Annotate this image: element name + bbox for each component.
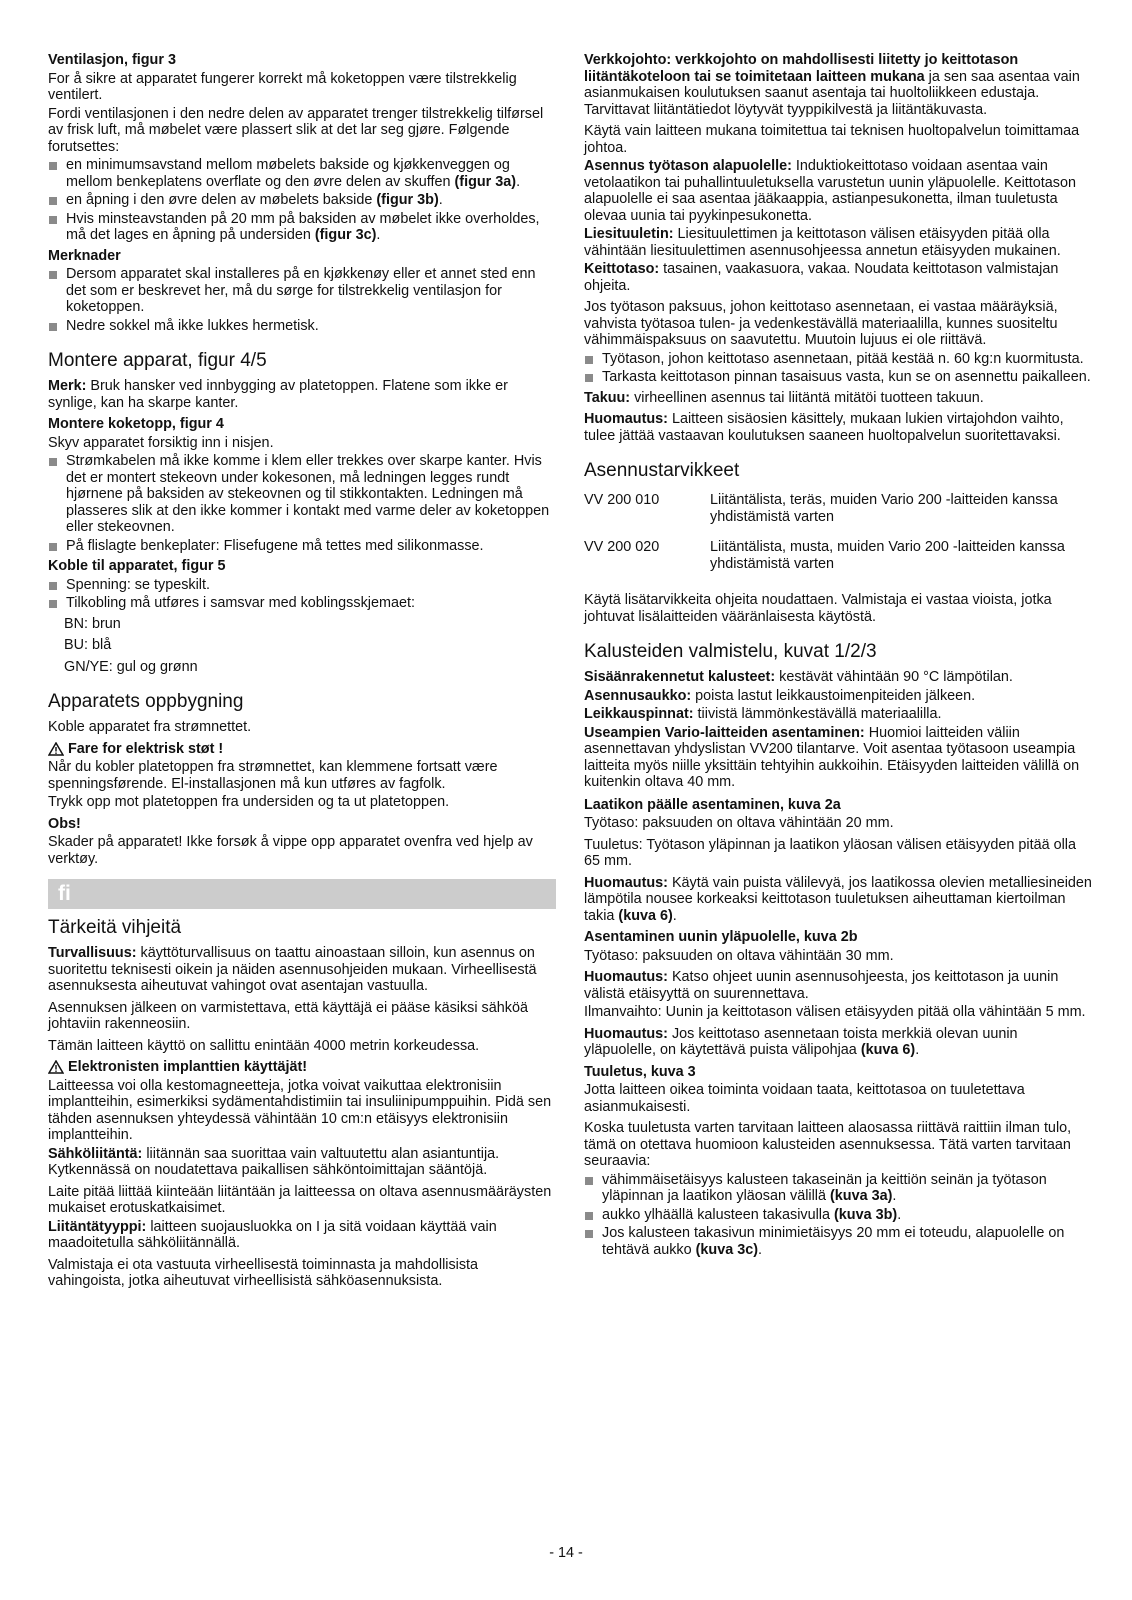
paragraph: Koble apparatet fra strømnettet. [48,719,252,735]
paragraph: Skader på apparatet! Ikke forsøk å vippe opp apparatet ovenfra ved hjelp av verktøy. [48,834,533,867]
bullet-list [584,351,1092,386]
section-title-koble: Koble til apparatet, figur 5 [48,558,226,574]
accessory-code: VV 200 020 [584,539,660,555]
paragraph: Valmistaja ei ota vastuuta virheellisestä toiminnasta ja mahdollisista vahingoista, jotka aiheutuvat virheellisistä sähköasennuksista. [48,1256,479,1289]
paragraph: Når du kobler platetoppen fra strømnettet, kan klemmene fortsatt være spenningsførende. El-installasjonen må kun utføres av fagfolk. [48,759,498,792]
list-item: På flislagte benkeplater: Flisefugene må tettes med silikonmasse. [48,538,556,555]
left-column [48,52,556,1292]
paragraph: For å sikre at apparatet fungerer korrekt må koketoppen være tilstrekkelig ventilert. [48,70,517,103]
list-item: en åpning i den øvre delen av møbelets bakside (figur 3b). [48,192,556,209]
paragraph: Huomautus: Laitteen sisäosien käsittely, mukaan lukien virtajohdon vaihto, tulee jättää vastaavan koulutuksen saaneen huoltopalvelun suoritettavaksi. [584,411,1064,444]
section-title-uunin: Asentaminen uunin yläpuolelle, kuva 2b [584,929,858,945]
section-title-merknader: Merknader [48,247,121,264]
list-item: Strømkabelen må ikke komme i klem eller trekkes over skarpe kanter. Hvis det er montert stekeovn under kokesonen, må ledningen legges rundt hjørnene på baksiden av stekeovnen og til stikkontakten. Ledningen må plasseres slik at den ikke kommer i kontakt med varme deler av koketoppen eller stekeovnen. [48,453,556,536]
accessory-table [584,488,1092,582]
paragraph: Koska tuuletusta varten tarvitaan laitteen alaosassa riittävä raittiin ilman tulo, tämä on otettava huomioon kalusteiden asennuksessa. Tätä varten tarvitaan seuraavia: [584,1120,1072,1169]
paragraph: Ilmanvaihto: Uunin ja keittotason välisen etäisyyden pitää olla vähintään 5 mm. [584,1004,1086,1020]
paragraph: Asennusaukko: poista lastut leikkaustoimenpiteiden jälkeen. [584,687,976,704]
bullet-list [48,577,556,612]
warning-title-fare: Fare for elektrisk støt ! [48,741,556,758]
paragraph: Sähköliitäntä: liitännän saa suorittaa vain valtuutettu alan asiantuntija. Kytkennässä on noudatettava paikallisen sähköntoimittajan sääntöjä. [48,1145,500,1178]
list-item: Tarkasta keittotason pinnan tasaisuus vasta, kun se on asennettu paikalleen. [584,369,1092,386]
paragraph: Keittotaso: tasainen, vaakasuora, vakaa. Noudata keittotason valmistajan ohjeita. [584,261,1059,294]
paragraph: Liitäntätyyppi: laitteen suojausluokka on I ja sitä voidaan käyttää vain maadoitetulla sähköliitännällä. [48,1218,497,1251]
right-column [584,52,1092,1262]
paragraph: Asennus työtason alapuolelle: Induktiokeittotaso voidaan asentaa vain vetolaatikon tai puhallintuuletuksella varustetun uunin yläpuolelle. Keittotason alapuolelle ei saa asentaa jääkaappia, astianpesukonetta, ilman tuuletusta olevaa uunia tai pyykinpesukonetta. [584,158,1077,224]
paragraph: Käytä lisätarvikkeita ohjeita noudattaen. Valmistaja ei vastaa vioista, jotka johtuvat lisälaitteiden vääränlaisesta käytöstä. [584,592,1052,625]
heading-oppbygning: Apparatets oppbygning [48,691,244,712]
accessory-desc: Liitäntälista, musta, muiden Vario 200 -laitteiden kanssa yhdistämistä varten [710,539,1065,572]
table-row [584,488,1092,535]
list-item: Nedre sokkel må ikke lukkes hermetisk. [48,318,556,335]
table-row [584,535,1092,582]
paragraph: Laite pitää liittää kiinteään liitäntään ja laitteessa on oltava asennusmääräysten mukaiset erotuskatkaisimet. [48,1183,552,1216]
bullet-list [48,266,556,334]
page-number: - 14 - [549,1545,583,1561]
paragraph: Tuuletus: Työtason yläpinnan ja laatikon yläosan välisen etäisyyden pitää olla 65 mm. [584,836,1076,869]
bullet-list [48,453,556,554]
wire-color: BN: brun [64,615,121,632]
list-item: aukko ylhäällä kalusteen takasivulla (kuva 3b). [584,1207,1092,1224]
paragraph: Skyv apparatet forsiktig inn i nisjen. [48,434,274,451]
heading-montere-apparat: Montere apparat, figur 4/5 [48,350,267,371]
accessory-desc: Liitäntälista, teräs, muiden Vario 200 -laitteiden kanssa yhdistämistä varten [710,492,1058,525]
paragraph: Tämän laitteen käyttö on sallittu enintään 4000 metrin korkeudessa. [48,1037,480,1054]
section-title-laatikon: Laatikon päälle asentaminen, kuva 2a [584,796,841,813]
paragraph: Työtaso: paksuuden on oltava vähintään 20 mm. [584,815,894,831]
section-title-ventilasjon: Ventilasjon, figur 3 [48,52,176,68]
paragraph: Huomautus: Jos keittotaso asennetaan toista merkkiä olevan uunin yläpuolelle, on käytettävä puista välipohjaa (kuva 6). [584,1025,1018,1058]
list-item: Jos kalusteen takasivun minimietäisyys 20 mm ei toteudu, alapuolelle on tehtävä aukko (kuva 3c). [584,1225,1092,1258]
heading-vihjeita: Tärkeitä vihjeitä [48,917,182,938]
section-title-obs: Obs! [48,815,81,832]
paragraph: Verkkojohto: verkkojohto on mahdollisesti liitetty jo keittotason liitäntäkoteloon tai se toimitetaan laitteen mukana ja sen saa asentaa vain asianmukaisen koulutuksen saanut asentaja tai huoltoliikkeen edustaja. Tarvittavat liitäntätiedot löytyvät tyyppikilvestä ja liitäntäkuvasta. [584,52,1080,118]
list-item: Spenning: se typeskilt. [48,577,556,594]
paragraph: Sisäänrakennetut kalusteet: kestävät vähintään 90 °C lämpötilan. [584,669,1013,685]
language-band [48,879,556,909]
paragraph: Useampien Vario-laitteiden asentaminen: Huomioi laitteiden väliin asennettavan yhdyslistan VV200 tilantarve. Voit asentaa työtasoon useampia laitteita myös niille yksittäin tehtyihin aukkoihin. Etäisyyden laitteiden välillä on kuitenkin oltava 40 mm. [584,724,1080,790]
paragraph: Takuu: virheellinen asennus tai liitäntä mitätöi tuotteen takuun. [584,389,984,406]
paragraph: Fordi ventilasjonen i den nedre delen av apparatet trenger tilstrekkelig tilførsel av frisk luft, må møbelet være plassert slik at det lar seg gjøre. Følgende forutsettes: [48,105,544,155]
bullet-list [48,157,556,244]
paragraph: Merk: Bruk hansker ved innbygging av platetoppen. Flatene som ikke er synlige, kan ha skarpe kanter. [48,378,508,411]
warning-triangle-icon [48,1060,64,1074]
bullet-list [584,1172,1092,1259]
paragraph: Turvallisuus: käyttöturvallisuus on taattu ainoastaan silloin, kun asennus on suoritettu teknisesti oikein ja näiden asennusohjeiden mukaan. Virheellisestä asennuksesta aiheutuvat vahingot ovat asentajan vastuulla. [48,945,537,994]
paragraph: Liesituuletin: Liesituulettimen ja keittotason välisen etäisyyden pitää olla vähintään liesituulettimen asennusohjeessa annetun etäisyyden mukainen. [584,226,1061,259]
paragraph: Huomautus: Käytä vain puista välilevyä, jos laatikossa olevien metalliesineiden lämpötila nousee korkeaksi keittotason tuuletuksen aiheuttaman kiertoilman takia (kuva 6). [584,874,1092,924]
paragraph: Huomautus: Katso ohjeet uunin asennusohjeesta, jos keittotason ja uunin välistä etäisyyttä on suurennettava. [584,969,1059,1002]
heading-asennustarvikkeet: Asennustarvikkeet [584,460,740,481]
list-item: Hvis minsteavstanden på 20 mm på baksiden av møbelet ikke overholdes, må det lages en åpning på undersiden (figur 3c). [48,211,556,244]
heading-kalusteiden: Kalusteiden valmistelu, kuvat 1/2/3 [584,641,877,662]
section-title-koketopp: Montere koketopp, figur 4 [48,416,224,432]
paragraph: Jos työtason paksuus, johon keittotaso asennetaan, ei vastaa määräyksiä, vahvista työtasoa tulen- ja vedenkestävällä materiaalilla, kunnes suositeltu vähimmäispaksuus on saavutettu. Muutoin lujuus ei ole riittävä. [584,299,1058,348]
language-code: fi [58,882,71,905]
warning-title-implant: Elektronisten implanttien käyttäjät! [48,1059,556,1076]
paragraph: Jotta laitteen oikea toiminta voidaan taata, keittotasoa on tuuletettava asianmukaisesti. [584,1082,1025,1115]
paragraph: Asennuksen jälkeen on varmistettava, että käyttäjä ei pääse käsiksi sähköä johtaviin rakenneosiin. [48,999,528,1032]
list-item: Tilkobling må utføres i samsvar med koblingsskjemaet: [48,595,556,612]
accessory-code: VV 200 010 [584,492,660,508]
list-item: vähimmäisetäisyys kalusteen takaseinän ja keittiön seinän ja työtason yläpinnan ja laatikon yläosan välillä (kuva 3a). [584,1172,1092,1205]
list-item: Dersom apparatet skal installeres på en kjøkkenøy eller et annet sted enn det som er beskrevet her, må du sørge for tilstrekkelig ventilasjon for koketoppen. [48,266,556,316]
list-item: Työtason, johon keittotaso asennetaan, pitää kestää n. 60 kg:n kuormitusta. [584,351,1092,368]
list-item: en minimumsavstand mellom møbelets bakside og kjøkkenveggen og mellom benkeplatens overflate og den øvre delen av skuffen (figur 3a). [48,157,556,190]
paragraph: Työtaso: paksuuden on oltava vähintään 30 mm. [584,947,894,964]
paragraph: Leikkauspinnat: tiivistä lämmönkestävällä materiaalilla. [584,706,942,722]
section-title-tuuletus: Tuuletus, kuva 3 [584,1063,696,1080]
paragraph: Trykk opp mot platetoppen fra undersiden og ta ut platetoppen. [48,794,450,810]
paragraph: Käytä vain laitteen mukana toimitettua tai teknisen huoltopalvelun toimittamaa johtoa. [584,123,1080,156]
wire-color: BU: blå [64,637,112,653]
paragraph: Laitteessa voi olla kestomagneetteja, jotka voivat vaikuttaa elektronisiin implantteihin, esimerkiksi sydämentahdistimiin tai insuliinipumppuihin. Pidä sen tähden asennuksen yhteydessä vähintään 10 cm:n etäisyys elektronisiin implantteihin. [48,1077,552,1143]
warning-triangle-icon [48,742,64,756]
wire-color: GN/YE: gul og grønn [64,658,198,675]
